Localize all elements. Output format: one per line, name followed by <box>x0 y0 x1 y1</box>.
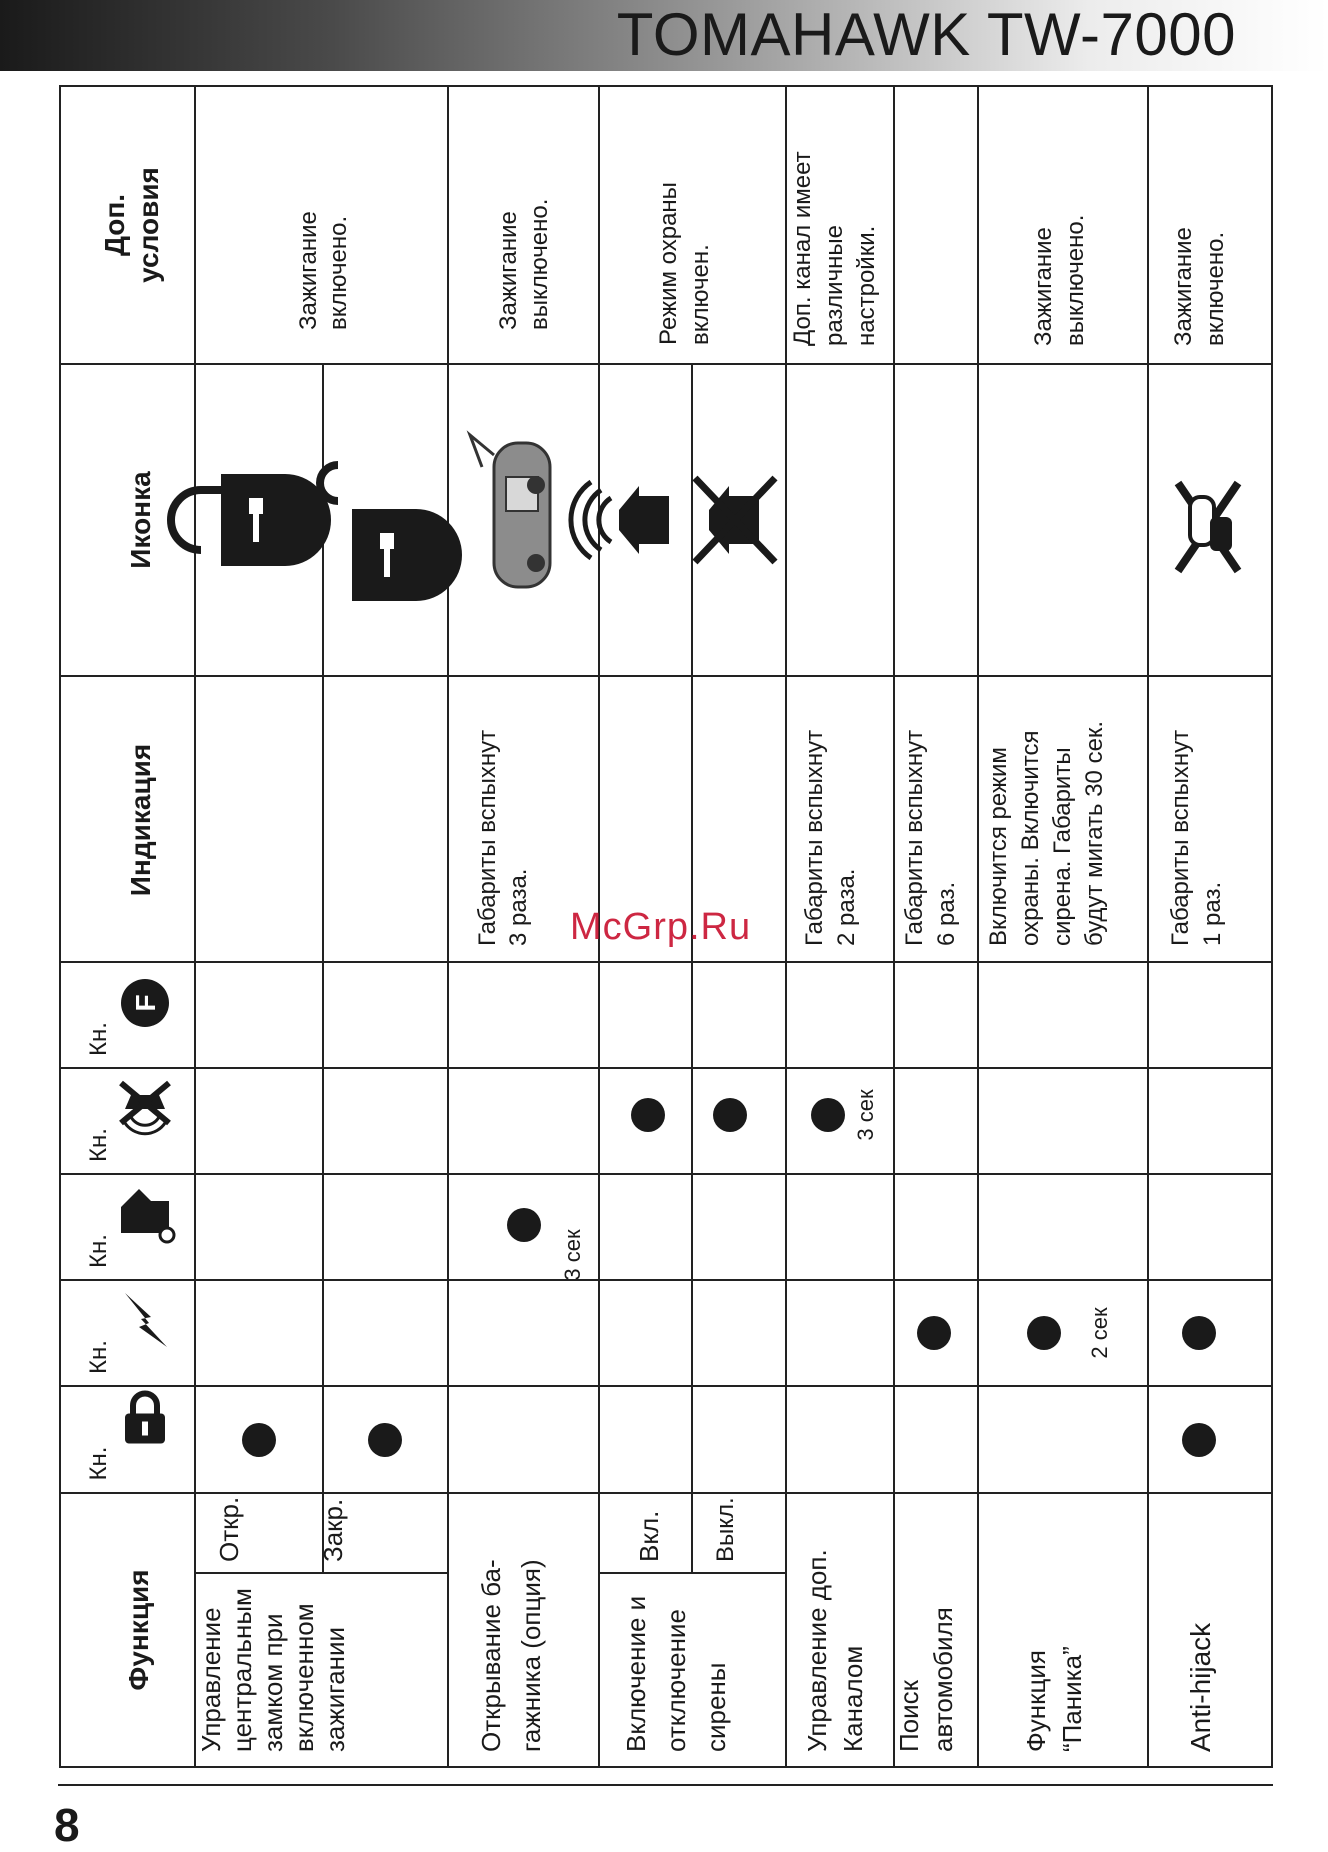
button-dot-siren-on <box>631 1098 665 1132</box>
function-channel: Каналом <box>838 1645 868 1752</box>
function-search: автомобиля <box>928 1607 958 1752</box>
button-dot-search <box>917 1316 951 1350</box>
function-channel: Управление доп. <box>802 1549 832 1752</box>
button-dot-trunk <box>507 1208 541 1242</box>
lightning-icon <box>125 1293 167 1347</box>
page-number: 8 <box>54 1799 80 1851</box>
function-trunk: гажника (опция) <box>516 1559 546 1752</box>
conditions-panic: выключено. <box>1062 214 1089 346</box>
svg-text:F: F <box>130 994 161 1012</box>
siren-off-icon <box>121 1083 169 1134</box>
indication-panic: будут мигать 30 сек. <box>1081 720 1108 946</box>
function-search: Поиск <box>894 1679 924 1752</box>
indication-anti-hijack: 1 раз. <box>1199 881 1226 946</box>
sub-label-open: Откр. <box>214 1496 244 1562</box>
padlock-icon <box>125 1394 165 1444</box>
conditions-anti-hijack: включено. <box>1202 231 1229 346</box>
function-trunk: Открывание ба- <box>476 1559 506 1752</box>
button-note-panic: 2 сек <box>1087 1307 1112 1359</box>
header-title: TOMAHAWK TW-7000 <box>616 1 1236 68</box>
indication-channel: 2 раза. <box>833 868 860 946</box>
anti-hijack-icon <box>1178 483 1238 571</box>
function-siren: сирены <box>701 1662 731 1752</box>
button-dot-close-lock <box>368 1423 402 1457</box>
bottom-rule <box>58 1784 1273 1786</box>
conditions-panic: Зажигание <box>1030 227 1057 346</box>
column-header-function: Функция <box>123 1569 154 1691</box>
watermark: McGrp.Ru <box>570 906 752 948</box>
indication-trunk: Габариты вспыхнут <box>474 729 501 946</box>
conditions-anti-hijack: Зажигание <box>1170 227 1197 346</box>
conditions-channel: настройки. <box>853 225 880 346</box>
f-button-icon <box>121 979 169 1027</box>
function-panic: “Паника” <box>1057 1646 1087 1752</box>
column-header-indication: Индикация <box>125 743 156 897</box>
button-dot-channel <box>811 1098 845 1132</box>
conditions-trunk: Зажигание <box>495 211 522 330</box>
function-central-lock: замком при <box>258 1613 288 1752</box>
button-dot-hijack-lightning <box>1182 1316 1216 1350</box>
conditions-central-lock: включено. <box>325 215 352 330</box>
indication-panic: охраны. Включится <box>1017 730 1044 946</box>
function-siren: Включение и <box>621 1595 651 1752</box>
button-dot-panic <box>1027 1316 1061 1350</box>
conditions-central-lock: Зажигание <box>295 211 322 330</box>
conditions-siren: Режим охраны <box>655 182 682 345</box>
button-dot-open-lock <box>242 1423 276 1457</box>
siren-on-icon <box>571 482 669 558</box>
indication-search: Габариты вспыхнут <box>901 729 928 946</box>
function-siren: отключение <box>661 1609 691 1752</box>
conditions-channel: различные <box>821 225 848 346</box>
conditions-channel: Доп. канал имеет <box>789 151 816 346</box>
button-header-label: Кн. <box>85 1340 112 1374</box>
column-header-conditions: Доп. <box>99 193 130 257</box>
indication-panic: Включится режим <box>985 747 1012 946</box>
lock-icon <box>320 465 462 601</box>
indication-search: 6 раз. <box>933 881 960 946</box>
conditions-trunk: выключено. <box>526 198 553 330</box>
button-header-label: Кн. <box>85 1446 112 1481</box>
function-anti-hijack: Anti-hijack <box>1185 1622 1216 1752</box>
button-note-channel: 3 сек <box>853 1089 878 1141</box>
trunk-icon <box>121 1189 174 1242</box>
button-header-label: Кн. <box>85 1128 112 1162</box>
indication-channel: Габариты вспыхнут <box>801 729 828 946</box>
sub-label-on: Вкл. <box>634 1510 664 1562</box>
column-header-conditions: условия <box>133 167 164 283</box>
button-dot-hijack-lock <box>1182 1423 1216 1457</box>
indication-anti-hijack: Габариты вспыхнут <box>1167 729 1194 946</box>
button-header-label: Кн. <box>85 1234 112 1268</box>
button-dot-siren-off <box>713 1098 747 1132</box>
siren-off-icon <box>695 478 775 562</box>
indication-panic: сирена. Габариты <box>1049 747 1076 946</box>
function-central-lock: центральным <box>227 1588 257 1752</box>
button-note-trunk: 3 сек <box>560 1229 585 1281</box>
function-panic: Функция <box>1021 1650 1051 1752</box>
sub-label-off: Выкл. <box>712 1497 739 1562</box>
column-header-icon: Иконка <box>125 471 156 569</box>
car-trunk-open-icon <box>470 435 550 587</box>
function-central-lock: Управление <box>196 1607 226 1752</box>
conditions-siren: включен. <box>687 244 714 345</box>
function-central-lock: включенном <box>289 1603 319 1752</box>
button-header-label: Кн. <box>85 1022 112 1056</box>
function-central-lock: зажигании <box>320 1626 350 1752</box>
sub-label-close: Закр. <box>318 1498 348 1562</box>
indication-trunk: 3 раза. <box>505 868 532 946</box>
